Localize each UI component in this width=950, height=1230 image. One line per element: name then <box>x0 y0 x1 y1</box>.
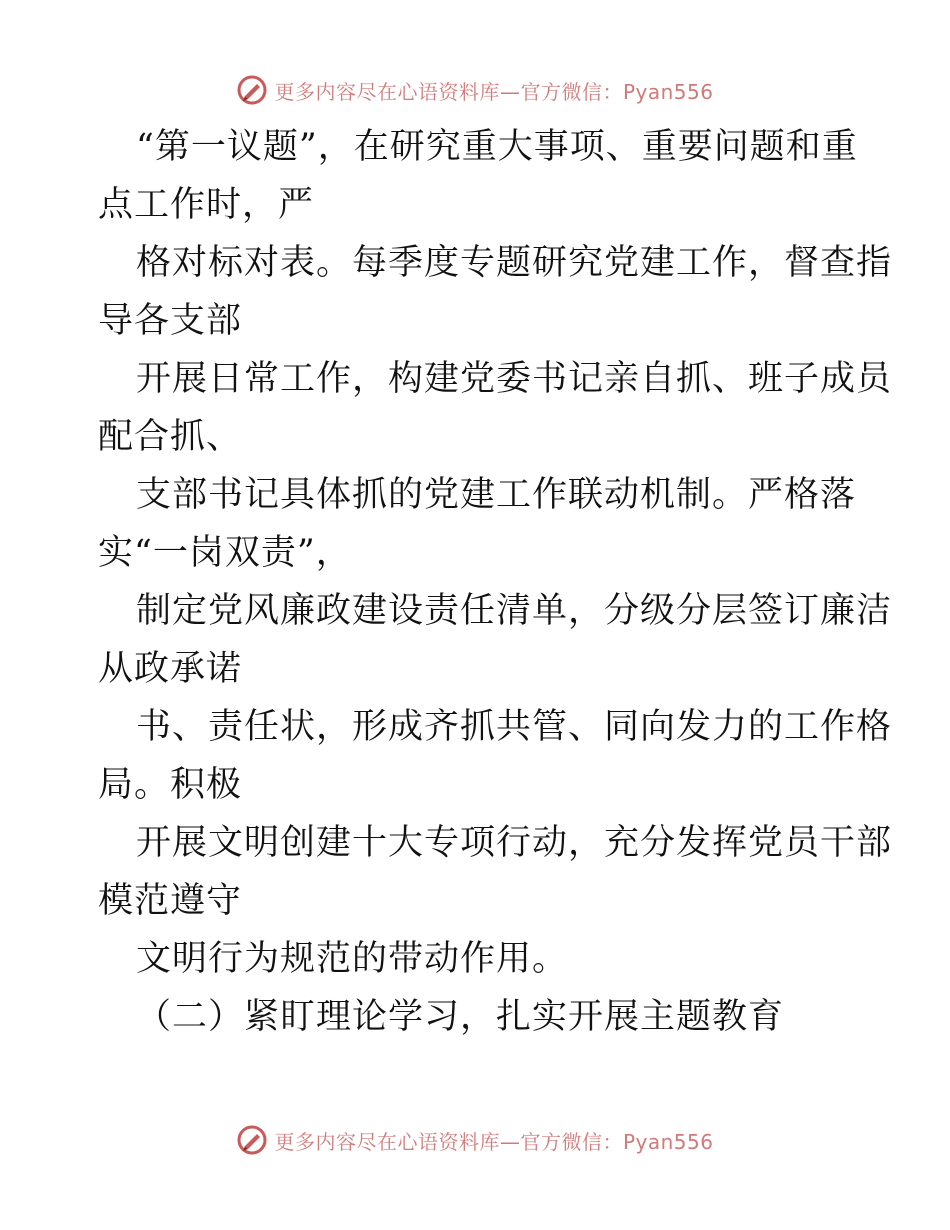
watermark-text: 更多内容尽在心语资料库—官方微信：Pyan556 <box>274 79 714 104</box>
text-line: 支部书记具体抓的党建工作联动机制。严格落 <box>136 475 857 515</box>
pen-logo-icon <box>236 1124 268 1156</box>
text-line: 从政承诺 <box>98 649 243 689</box>
text-line: 书、责任状，形成齐抓共管、同向发力的工作格 <box>136 707 893 747</box>
text-line: 点工作时，严 <box>98 185 315 225</box>
text-line: 导各支部 <box>98 301 243 341</box>
text-line: 文明行为规范的带动作用。 <box>136 939 569 979</box>
text-line: （二）紧盯理论学习，扎实开展主题教育 <box>136 997 785 1037</box>
footer-watermark <box>0 1120 950 1160</box>
text-line: 局。积极 <box>98 765 243 805</box>
document-body <box>98 118 893 1046</box>
text-line: 制定党风廉政建设责任清单，分级分层签订廉洁 <box>136 591 893 631</box>
watermark-text: 更多内容尽在心语资料库—官方微信：Pyan556 <box>274 1129 714 1154</box>
pen-logo-icon <box>236 74 268 106</box>
text-line: 开展文明创建十大专项行动，充分发挥党员干部 <box>136 823 893 863</box>
text-line: “第一议题”，在研究重大事项、重要问题和重 <box>136 127 858 167</box>
header-watermark <box>0 70 950 110</box>
text-line: 模范遵守 <box>98 881 243 921</box>
text-line: 实“一岗双责”， <box>98 533 352 573</box>
text-line: 开展日常工作，构建党委书记亲自抓、班子成员 <box>136 359 893 399</box>
text-line: 配合抓、 <box>98 417 243 457</box>
text-line: 格对标对表。每季度专题研究党建工作，督查指 <box>136 243 893 283</box>
